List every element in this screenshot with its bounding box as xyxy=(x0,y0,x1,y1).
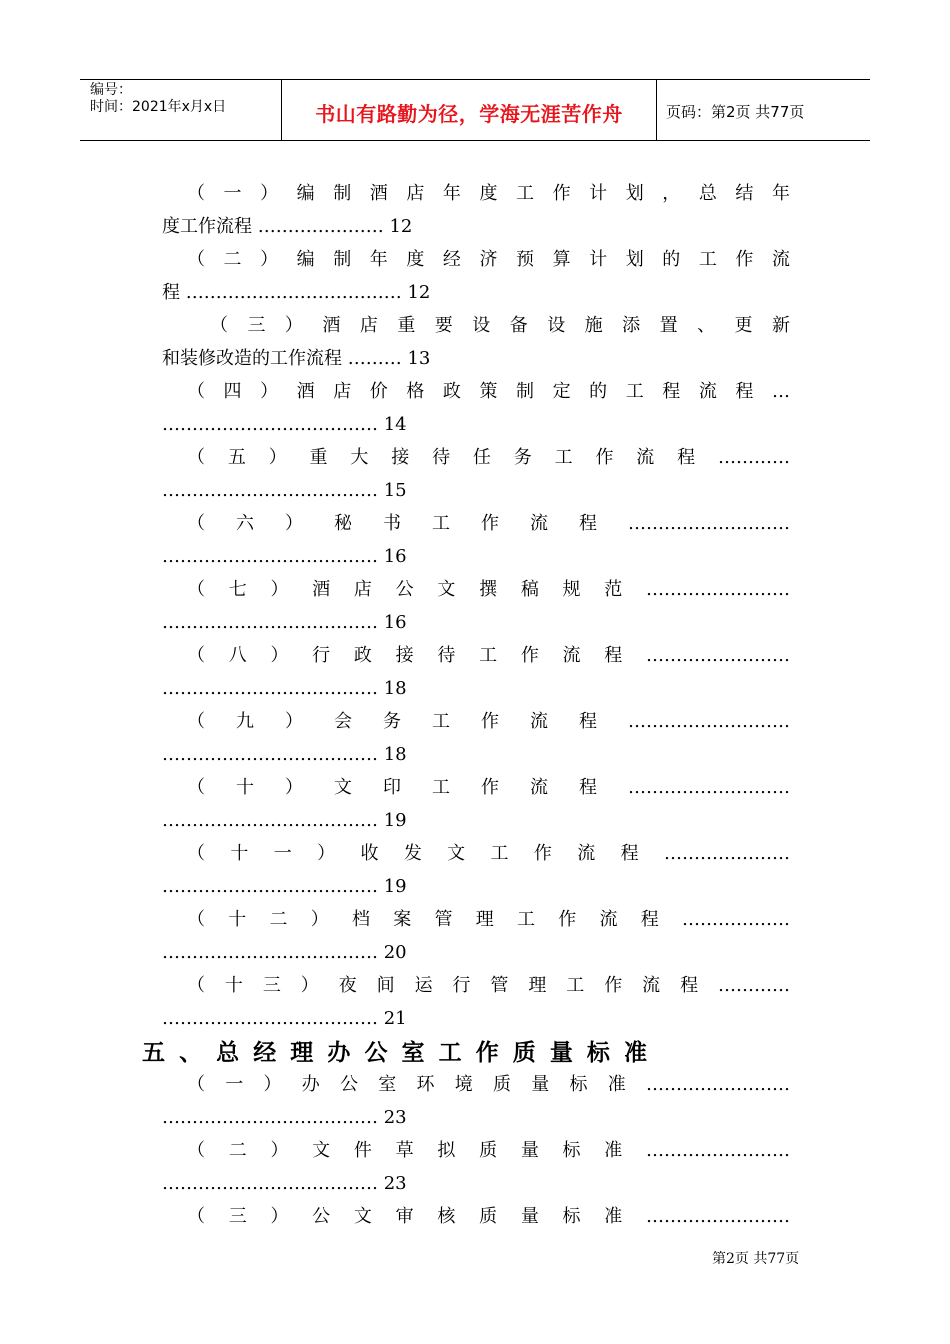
toc-line: （八）行政接待工作流程…………………… xyxy=(187,645,790,666)
page-footer: 第2页 共77页 xyxy=(712,1251,800,1267)
toc-line: （四）酒店价格政策制定的工程流程… xyxy=(187,381,790,402)
toc-line: （一）办公室环境质量标准…………………… xyxy=(187,1074,790,1095)
section-heading: 五、总经理办公室工作质量标准 xyxy=(142,1040,647,1066)
toc-line: 程 ……………………………… 12 xyxy=(162,282,431,303)
toc-line: （三）公文审核质量标准…………………… xyxy=(187,1206,790,1227)
header-right-cell xyxy=(656,80,870,140)
toc-line: 度工作流程 ………………… 12 xyxy=(162,216,413,237)
header-left-cell xyxy=(80,80,281,140)
toc-line: （三）酒店重要设备设施添置、更新 xyxy=(210,315,790,336)
toc-line: ……………………………… 19 xyxy=(162,810,407,831)
toc-line: ……………………………… 21 xyxy=(162,1008,407,1029)
toc-line: ……………………………… 18 xyxy=(162,744,407,765)
toc-line: 和装修改造的工作流程 ……… 13 xyxy=(162,348,431,369)
toc-line: ……………………………… 19 xyxy=(162,876,407,897)
motto: 书山有路勤为径，学海无涯苦作舟 xyxy=(315,102,623,126)
toc-line: （六）秘书工作流程……………………… xyxy=(187,513,790,534)
toc-line: ……………………………… 20 xyxy=(162,942,407,963)
toc-line: ……………………………… 23 xyxy=(162,1173,407,1194)
toc-line: （一）编制酒店年度工作计划，总结年 xyxy=(187,183,790,204)
toc-line: ……………………………… 23 xyxy=(162,1107,407,1128)
page-info: 页码：第2页 共77页 xyxy=(666,103,805,121)
toc-line: （九）会务工作流程……………………… xyxy=(187,711,790,732)
toc-line: ……………………………… 18 xyxy=(162,678,407,699)
toc-line: （十一）收发文工作流程………………… xyxy=(187,843,790,864)
number-label: 编号： xyxy=(90,82,132,98)
toc-line: （十二）档案管理工作流程……………… xyxy=(187,909,790,930)
toc-line: （二）文件草拟质量标准…………………… xyxy=(187,1140,790,1161)
toc-line: ……………………………… 16 xyxy=(162,546,407,567)
toc-line: （十三）夜间运行管理工作流程………… xyxy=(187,975,790,996)
toc-line: （七）酒店公文撰稿规范…………………… xyxy=(187,579,790,600)
toc-line: （五）重大接待任务工作流程………… xyxy=(187,447,790,468)
toc-line: ……………………………… 16 xyxy=(162,612,407,633)
header-table xyxy=(80,79,870,141)
header-motto-cell xyxy=(281,80,657,140)
toc-line: （二）编制年度经济预算计划的工作流 xyxy=(187,249,790,270)
toc-line: ……………………………… 15 xyxy=(162,480,407,501)
toc-line: ……………………………… 14 xyxy=(162,414,407,435)
date-line: 时间：2021年x月x日 xyxy=(90,99,227,115)
toc-line: （十）文印工作流程……………………… xyxy=(187,777,790,798)
